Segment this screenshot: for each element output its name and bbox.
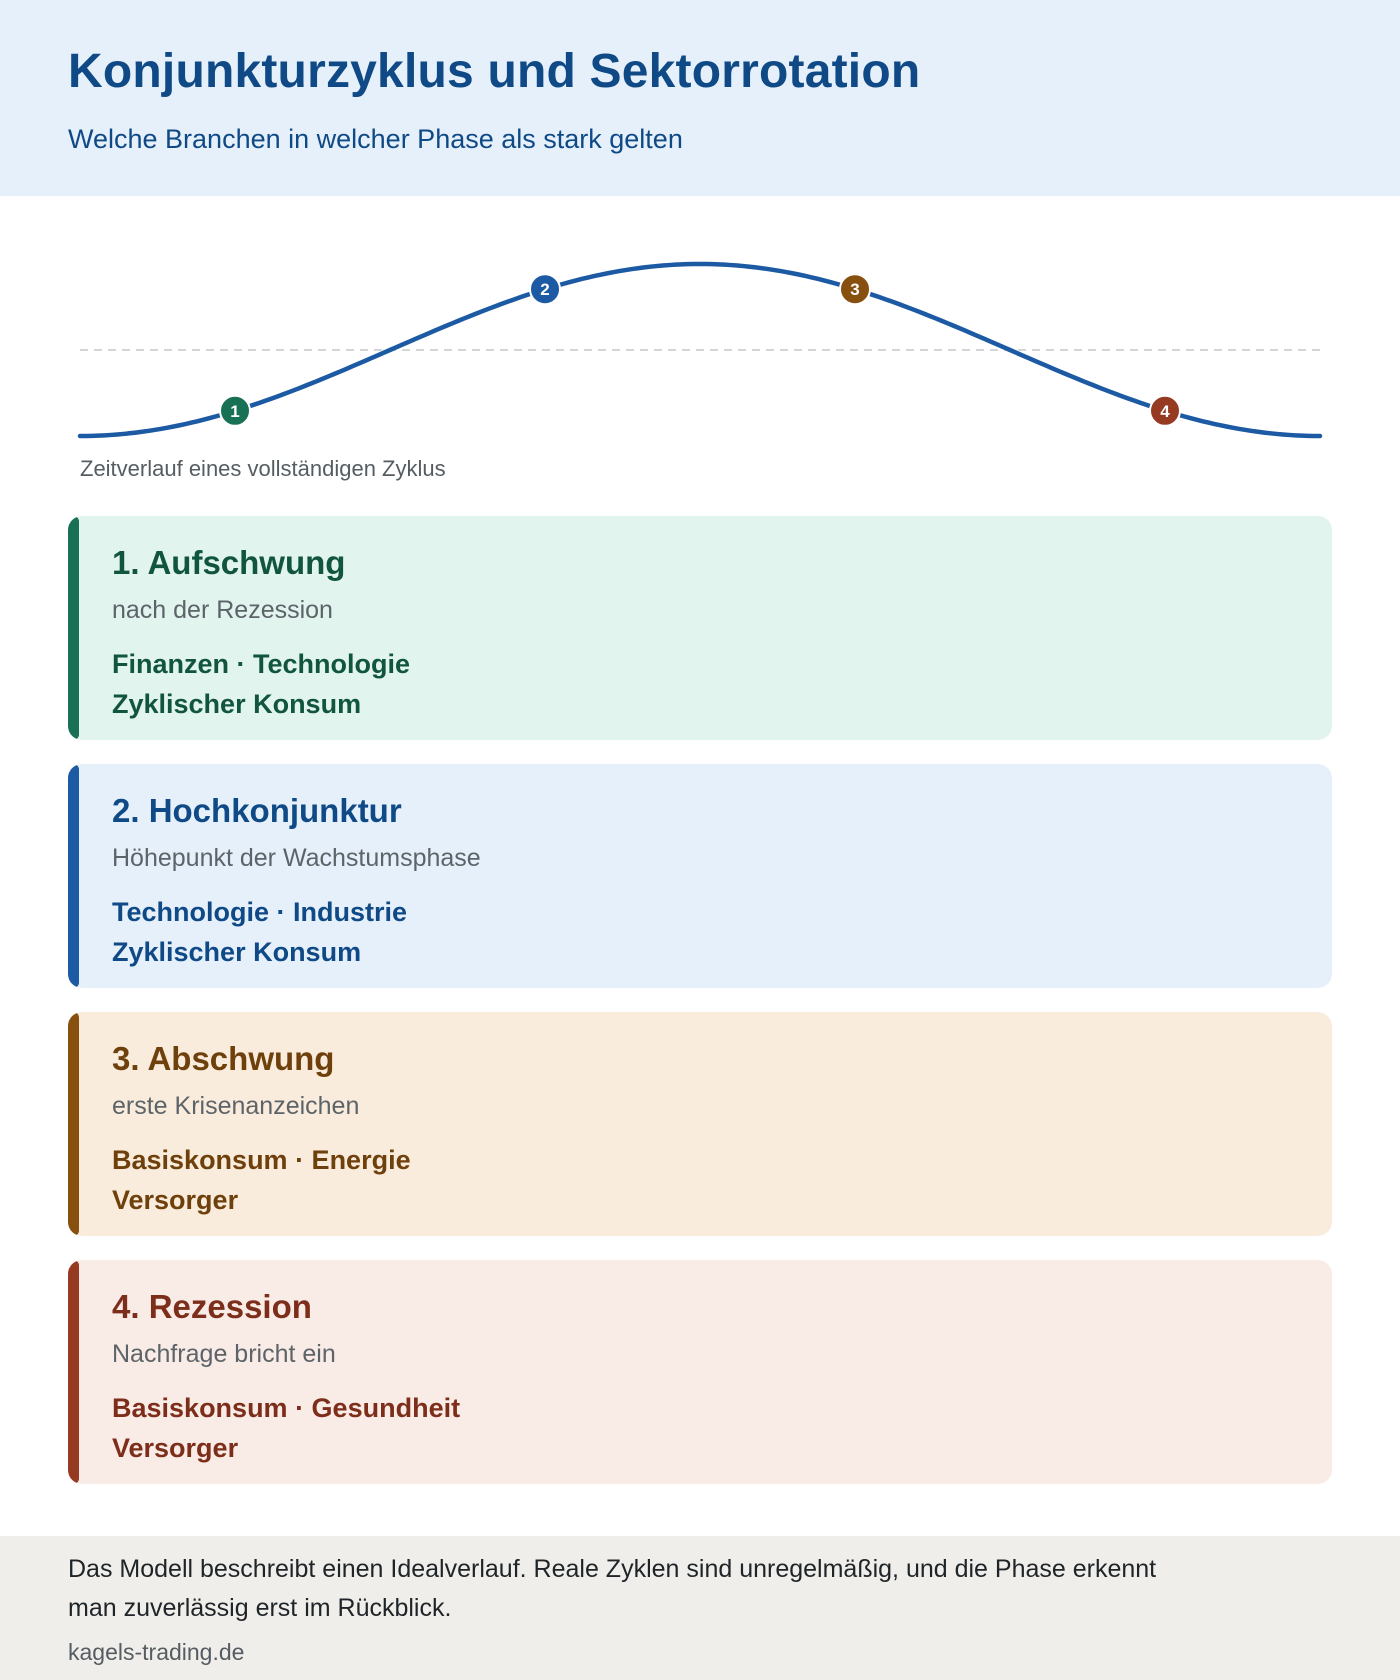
phase-description: Höhepunkt der Wachstumsphase — [112, 844, 481, 872]
phase-marker-label: 3 — [850, 280, 860, 300]
disclaimer-note: Das Modell beschreibt einen Idealverlauf. Reale Zyklen sind unregelmäßig, und die Phase erkennt man zuverlässig erst im Rückblick. — [68, 1555, 1157, 1622]
phase-accent-bar — [68, 516, 79, 740]
phase-marker-1 — [220, 396, 250, 426]
page-title: Konjunkturzyklus und Sektorrotation — [68, 45, 921, 98]
phase-card-rezession — [68, 1260, 1332, 1484]
phase-marker-4 — [1150, 396, 1180, 426]
phase-card-abschwung — [68, 1012, 1332, 1236]
phase-title: 3. Abschwung — [112, 1040, 335, 1077]
phase-marker-label: 1 — [230, 401, 240, 421]
phase-title: 4. Rezession — [112, 1288, 312, 1325]
phase-marker-label: 4 — [1160, 401, 1170, 421]
phase-marker-label: 2 — [540, 280, 550, 300]
cycle-diagram — [0, 196, 1400, 496]
phase-marker-2 — [530, 274, 560, 304]
sector-line: Zyklischer Konsum — [112, 937, 362, 967]
phase-sectors — [112, 644, 410, 724]
phase-accent-bar — [68, 1260, 79, 1484]
page-subtitle: Welche Branchen in welcher Phase als stark gelten — [68, 124, 683, 154]
header — [0, 0, 1400, 196]
sector-line: Finanzen · Technologie — [112, 649, 411, 679]
source-credit: kagels-trading.de — [68, 1639, 245, 1665]
phase-sectors — [112, 892, 407, 972]
sector-line: Basiskonsum · Energie — [112, 1145, 411, 1175]
phase-sectors — [112, 1388, 460, 1468]
sector-line: Basiskonsum · Gesundheit — [112, 1393, 461, 1423]
phase-title: 1. Aufschwung — [112, 544, 346, 581]
sector-line: Zyklischer Konsum — [112, 689, 362, 719]
sector-line: Versorger — [112, 1185, 239, 1215]
phase-description: Nachfrage bricht ein — [112, 1340, 336, 1368]
phase-accent-bar — [68, 1012, 79, 1236]
cycle-curve-svg — [0, 196, 1400, 456]
time-axis-caption: Zeitverlauf eines vollständigen Zyklus — [80, 456, 446, 481]
phase-description: erste Krisenanzeichen — [112, 1092, 360, 1120]
sector-line: Versorger — [112, 1433, 239, 1463]
phase-title: 2. Hochkonjunktur — [112, 792, 402, 829]
sector-line: Technologie · Industrie — [112, 897, 408, 927]
phase-marker-3 — [840, 274, 870, 304]
phase-card-aufschwung — [68, 516, 1332, 740]
phase-accent-bar — [68, 764, 79, 988]
phase-card-hochkonjunktur — [68, 764, 1332, 988]
phase-description: nach der Rezession — [112, 596, 333, 624]
footer — [0, 1536, 1400, 1680]
phase-sectors — [112, 1140, 411, 1220]
